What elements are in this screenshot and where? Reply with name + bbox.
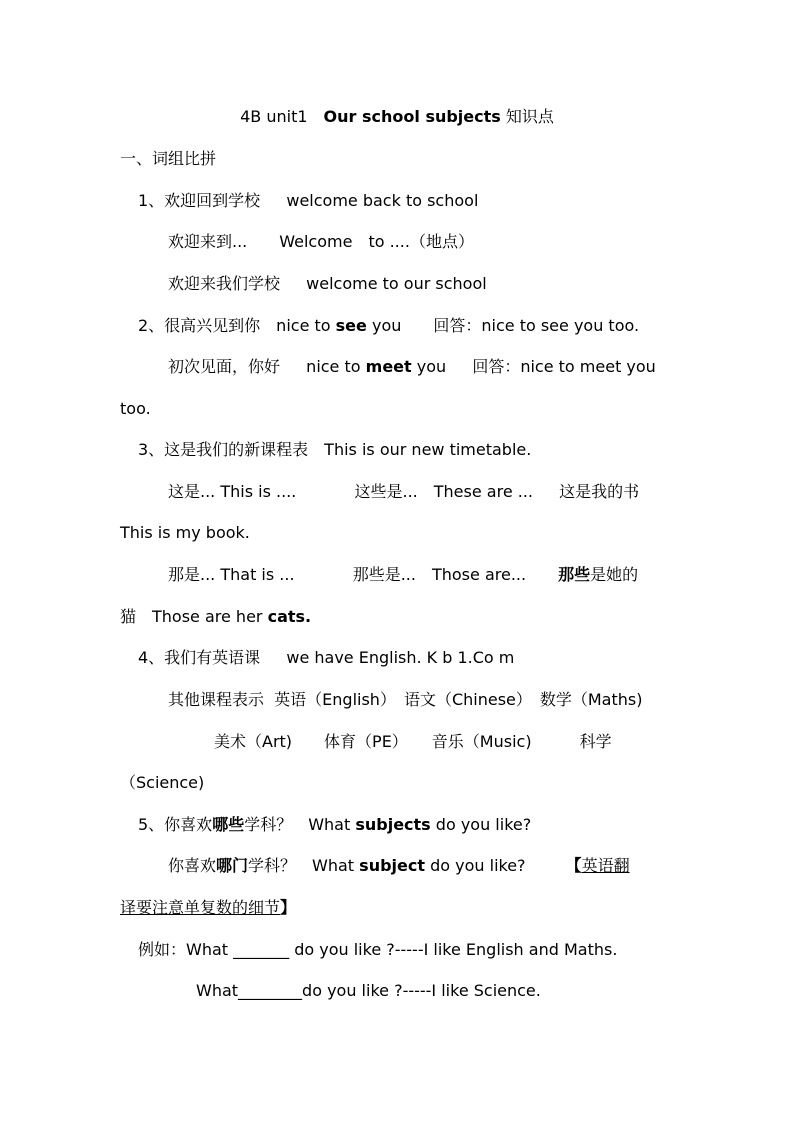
item3-line5-a: 猫 Those are her xyxy=(120,607,268,626)
title-part1: 4B unit1 xyxy=(240,107,324,126)
item4-line1: 4、我们有英语课 we have English. K b 1.Co m xyxy=(138,648,515,667)
item5-line2-c: 学科？ What xyxy=(248,856,360,875)
item3-line1: 3、这是我们的新课程表 This is our new timetable. xyxy=(138,440,532,459)
page-title xyxy=(0,106,794,128)
item3-line5 xyxy=(120,606,311,628)
item2-line1-a: 2、很高兴见到你 nice to xyxy=(138,316,336,335)
section1-heading: 一、词组比拼 xyxy=(120,149,217,168)
item5-line1-c: 学科？ What xyxy=(244,815,356,834)
item5-line2-g: 英语翻 xyxy=(581,856,630,875)
item3-line4 xyxy=(168,564,638,586)
item1-line2: 欢迎来到... Welcome to ....（地点） xyxy=(168,232,474,251)
item2-line3: too. xyxy=(120,399,151,418)
item5-line2-e: do you like? xyxy=(425,856,574,875)
item1-line3: 欢迎来我们学校 welcome to our school xyxy=(168,274,487,293)
item4-line4: （Science) xyxy=(120,773,205,792)
item4-line3: 美术（Art) 体育（PE） 音乐（Music) 科学 xyxy=(214,732,612,751)
item3-line4-a: 那是... That is ... 那些是... Those are... xyxy=(168,565,559,584)
item5-line3-text: 译要注意单复数的细节 xyxy=(120,898,281,917)
item2-line2-b: meet xyxy=(365,357,412,376)
item1-line1: 1、欢迎回到学校 welcome back to school xyxy=(138,191,479,210)
item5-line3 xyxy=(120,897,296,919)
item5-line1-e: do you like? xyxy=(430,815,532,834)
item2-line2-c: you 回答：nice to meet you xyxy=(411,357,656,376)
item5-line2 xyxy=(168,855,630,877)
item2-line2-a: 初次见面，你好 nice to xyxy=(168,357,366,376)
example-line1: 例如：What _______ do you like ?-----I like English and Maths. xyxy=(138,940,618,959)
item5-line1 xyxy=(138,814,531,836)
item3-line5-b: cats. xyxy=(267,607,312,626)
title-part3: 知识点 xyxy=(500,107,554,126)
item5-line2-d: subject xyxy=(359,856,426,875)
item5-line1-d: subjects xyxy=(355,815,431,834)
example-line2: What________do you like ?-----I like Science. xyxy=(196,981,541,1000)
item3-line4-c: 是她的 xyxy=(590,565,639,584)
item2-line1 xyxy=(138,315,639,337)
item4-line2: 其他课程表示 英语（English） 语文（Chinese） 数学（Maths) xyxy=(168,690,643,709)
item5-line2-b: 哪门 xyxy=(216,856,249,875)
item3-line3: This is my book. xyxy=(120,523,250,542)
item2-line1-c: you 回答：nice to see you too. xyxy=(366,316,640,335)
item3-line4-b: 那些 xyxy=(558,565,591,584)
item5-line2-f: 【 xyxy=(573,856,582,875)
item5-line2-a: 你喜欢 xyxy=(168,856,217,875)
item3-line2: 这是... This is .... 这些是... These are ... 这是我的书 xyxy=(168,482,640,501)
item5-line1-b: 哪些 xyxy=(212,815,245,834)
item5-line1-a: 5、你喜欢 xyxy=(138,815,213,834)
title-part2: Our school subjects xyxy=(323,107,501,126)
item2-line1-b: see xyxy=(335,316,367,335)
item2-line2 xyxy=(168,356,656,378)
item5-line3-end: 】 xyxy=(280,898,297,917)
